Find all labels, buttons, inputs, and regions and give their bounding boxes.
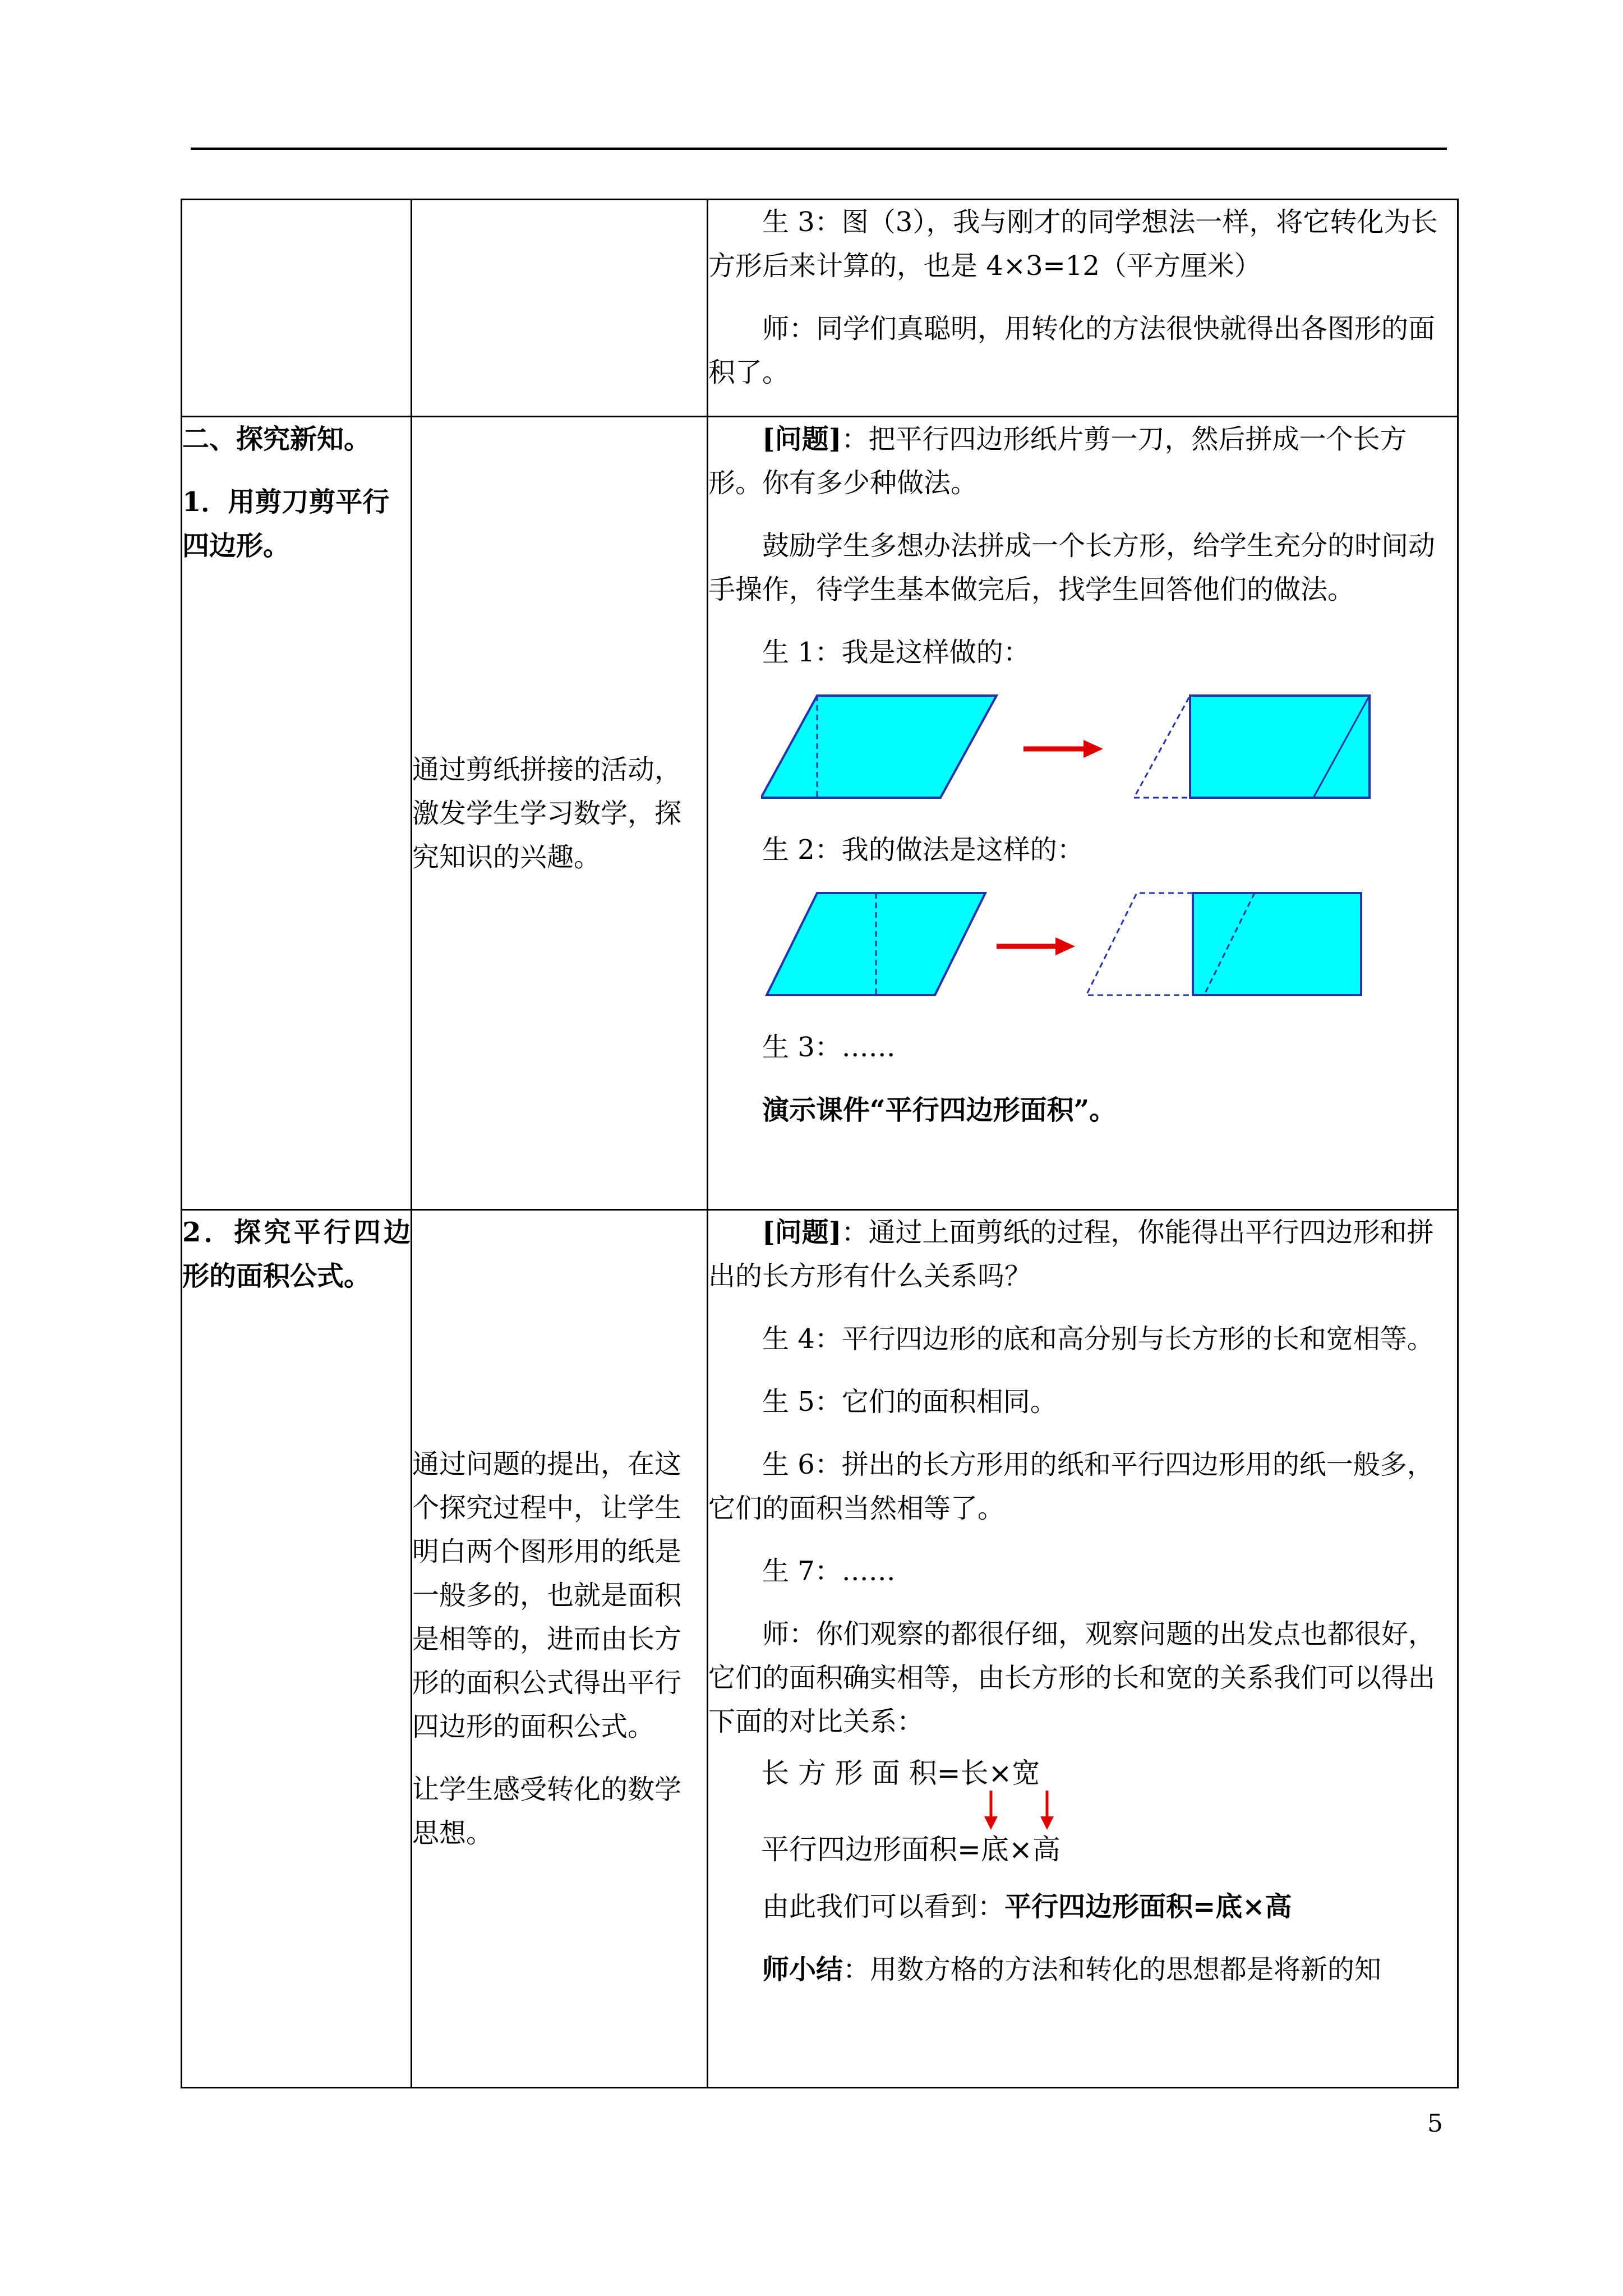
conclusion [708,1885,1457,1929]
row2-activity-cell [708,417,1458,1210]
row2-intent-cell [412,417,708,1210]
row2-stage-cell [182,417,412,1210]
student-7-answer: 生 7：…… [762,1556,896,1587]
row3-stage-cell [182,1210,412,2088]
rectangle-area-formula: 长 方 形 面 积=长×宽 [761,1757,1040,1789]
lesson-plan-table [181,199,1459,2088]
cut-method-1-diagram [761,691,1378,809]
student-2-label: 生 2：我的做法是这样的： [762,834,1084,866]
table-row [182,417,1458,1210]
question-text: ：通过上面剪纸的过程，你能得出平行四边形和拼出的长方形有什么关系吗？ [708,1217,1434,1292]
step-title: 2．探究平行四边形的面积公式。 [182,1217,411,1292]
design-intent: 通过剪纸拼接的活动，激发学生学习数学，探究知识的兴趣。 [412,753,682,873]
question-paragraph [708,417,1457,505]
encourage-paragraph: 鼓励学生多想办法拼成一个长方形，给学生充分的时间动手操作，待学生基本做完后，找学生回答他们的做法。 [708,530,1436,605]
student-1-label: 生 1：我是这样做的： [762,637,1030,668]
row1-stage-cell [182,200,412,417]
question-text: ：把平行四边形纸片剪一刀，然后拼成一个长方形。你有多少种做法。 [708,424,1407,499]
design-intent-2: 让学生感受转化的数学思想。 [412,1774,682,1849]
step-title: 1．用剪刀剪平行四边形。 [182,486,390,562]
arrow-icon [997,937,1075,955]
row3-activity-cell [708,1210,1458,2088]
header-rule [191,148,1447,150]
design-intent: 通过问题的提出，在这个探究过程中，让学生明白两个图形用的纸是一般多的，也就是面积是相等的，进而由长方形的面积公式得出平行四边形的面积公式。 [412,1448,682,1742]
question-tag: [问题] [762,424,842,455]
rectangle-result-shape [1086,893,1361,995]
row1-activity-cell [708,200,1458,417]
question-paragraph [708,1211,1457,1298]
summary-text: ：用数方格的方法和转化的思想都是将新的知 [843,1954,1382,1985]
question-tag: [问题] [762,1217,842,1248]
arrow-icon [1023,740,1103,758]
arrow-down-icon [984,1791,998,1830]
student-6-answer: 生 6：拼出的长方形用的纸和平行四边形用的纸一般多，它们的面积当然相等了。 [708,1449,1434,1524]
page-number: 5 [1427,2109,1443,2138]
teacher-summary [708,1948,1457,1991]
section-title: 二、探究新知。 [182,424,371,455]
formula-comparison-diagram [761,1754,1154,1866]
conclusion-prefix: 由此我们可以看到： [762,1891,1005,1922]
table-row [182,1210,1458,2088]
row1-intent-cell [412,200,708,417]
parallelogram-shape [767,893,985,995]
teacher-comment: 师：你们观察的都很仔细，观察问题的出发点也都很好，它们的面积确实相等，由长方形的长和宽的关系我们可以得出下面的对比关系： [708,1618,1436,1737]
cut-method-2-diagram [761,889,1378,1006]
summary-tag: 师小结 [762,1954,843,1985]
rectangle-result-shape [1134,696,1370,798]
conclusion-formula: 平行四边形面积=底×高 [1004,1891,1292,1922]
student-5-answer: 生 5：它们的面积相同。 [762,1386,1057,1418]
student-3-label: 生 3：…… [762,1032,896,1063]
student-4-answer: 生 4：平行四边形的底和高分别与长方形的长和宽相等。 [762,1323,1434,1355]
parallelogram-shape [761,696,997,798]
student-3-answer: 生 3：图（3），我与刚才的同学想法一样，将它转化为长方形后来计算的，也是 4×3=12（平方厘米） [708,206,1438,282]
row3-intent-cell [412,1210,708,2088]
demo-courseware: 演示课件“平行四边形面积”。 [762,1094,1117,1126]
parallelogram-area-formula: 平行四边形面积=底×高 [761,1833,1061,1866]
arrow-down-icon [1040,1791,1054,1830]
teacher-praise: 师：同学们真聪明，用转化的方法很快就得出各图形的面积了。 [708,313,1436,388]
table-row [182,200,1458,417]
